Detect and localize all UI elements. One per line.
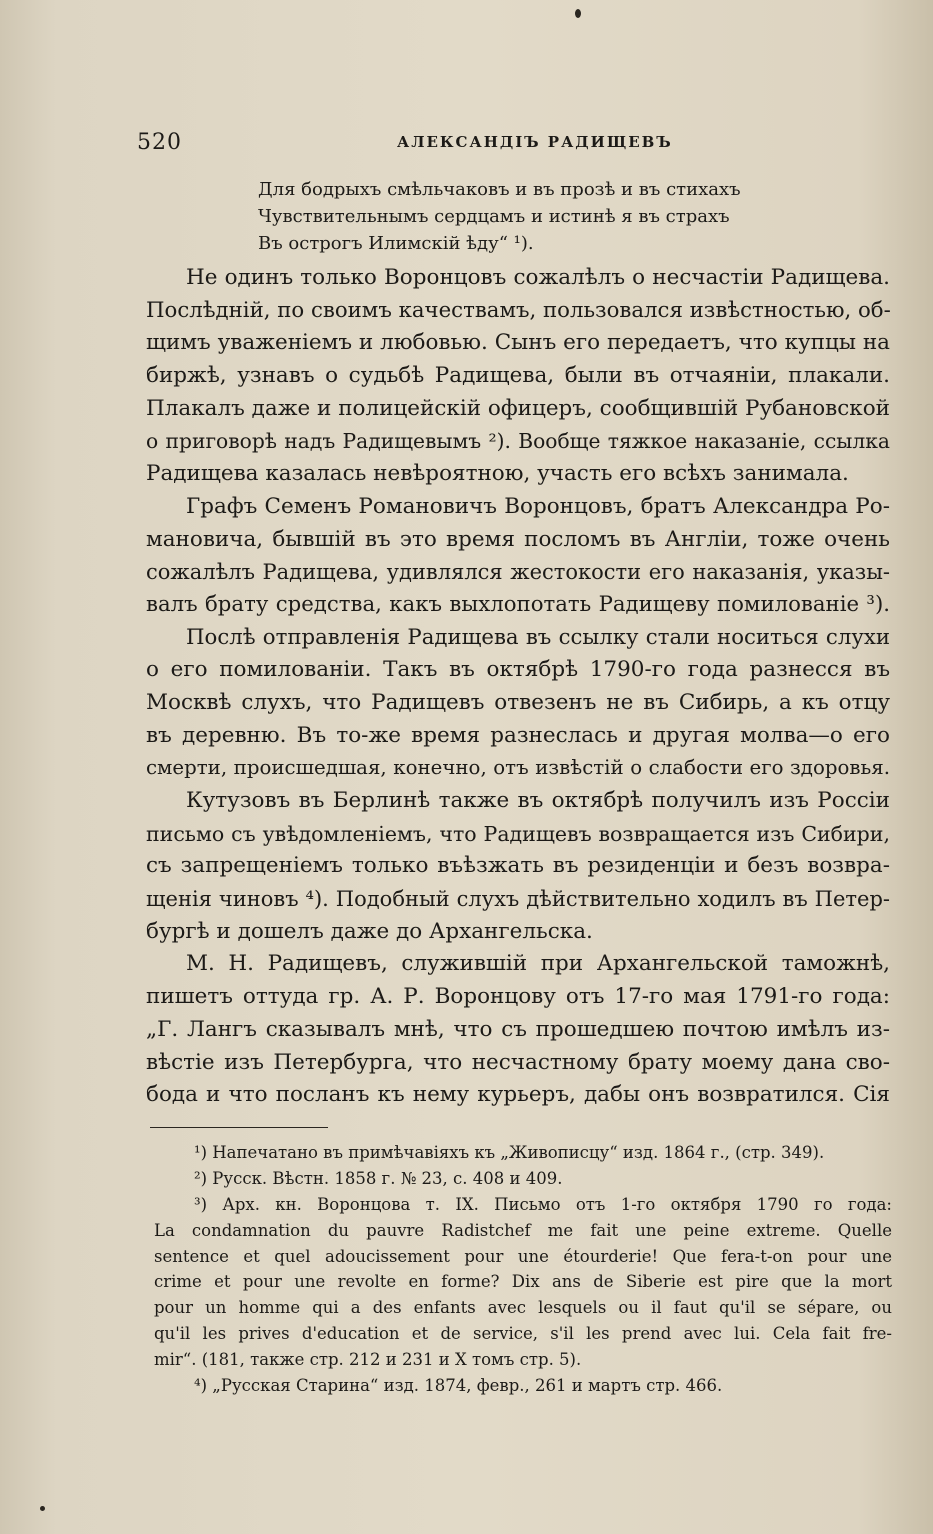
text-line: смерти, происшедшая, конечно, отъ извѣстій о слабости его здоровья.	[146, 756, 890, 780]
footnote-line: ¹) Напечатано въ примѣчавіяхъ къ „Живописцу“ изд. 1864 г., (стр. 349).	[194, 1143, 825, 1162]
footnote-rule	[150, 1127, 328, 1128]
text-line: Плакалъ даже и полицейскій офицеръ, сообщившій Рубановской	[146, 395, 890, 421]
text-line: бода и что посланъ къ нему курьеръ, дабы онъ возвратился. Сія	[146, 1082, 890, 1108]
text-line: Кутузовъ въ Берлинѣ также въ октябрѣ получилъ изъ Россіи	[186, 788, 890, 813]
text-line: щенія чиновъ ⁴). Подобный слухъ дѣйствительно ходилъ въ Петер-	[146, 887, 890, 912]
ink-speck	[40, 1506, 45, 1511]
verse-line: Чувствительнымъ сердцамъ и истинѣ я въ страхъ	[258, 206, 730, 227]
verse-line: Для бодрыхъ смѣльчаковъ и въ прозѣ и въ стихахъ	[258, 179, 741, 200]
footnote-line: ²) Русск. Вѣстн. 1858 г. № 23, с. 408 и 409.	[194, 1168, 563, 1188]
page-header	[137, 130, 897, 160]
page-number: 520	[137, 130, 182, 155]
footnote-line: sentence et quel adoucissement pour une étourderie! Que fera-t-on pour une	[154, 1246, 892, 1266]
text-line: съ запрещеніемъ только въѣзжать въ резиденціи и безъ возвра-	[146, 853, 890, 879]
text-line: въ деревню. Въ то-же время разнеслась и другая молва—о его	[146, 722, 890, 748]
text-line: М. Н. Радищевъ, служившій при Архангельской таможнѣ,	[186, 951, 890, 977]
text-line: Москвѣ слухъ, что Радищевъ отвезенъ не въ Сибирь, а къ отцу	[146, 689, 890, 715]
body-text	[146, 262, 890, 1112]
text-line: вѣстіе изъ Петербурга, что несчастному брату моему дана сво-	[146, 1049, 890, 1075]
running-head: АЛЕКСАНДІЪ РАДИЩЕВЪ	[397, 133, 673, 151]
footnote-line: ⁴) „Русская Старина“ изд. 1874, февр., 261 и мартъ стр. 466.	[194, 1376, 723, 1396]
text-line: о его помилованіи. Такъ въ октябрѣ 1790-го года разнесся въ	[146, 657, 890, 683]
verse-quote	[258, 176, 818, 257]
text-line: Графъ Семенъ Романовичъ Воронцовъ, братъ Александра Ро-	[186, 493, 890, 519]
footnote-line: qu'il les prives d'education et de service, s'il les prend avec lui. Cela fait fre-	[154, 1324, 892, 1344]
footnote-line: crime et pour une revolte en forme? Dix ans de Siberie est pire que la mort	[154, 1272, 892, 1292]
text-line: Послѣ отправленія Радищева въ ссылку стали носиться слухи	[186, 624, 890, 650]
text-line: Не одинъ только Воронцовъ сожалѣлъ о несчастіи Радищева.	[186, 265, 890, 290]
verse-line: Въ острогъ Илимскій ѣду“ ¹).	[258, 233, 534, 254]
text-line: Послѣдній, по своимъ качествамъ, пользовался извѣстностью, об-	[146, 297, 891, 323]
footnote-line: ³) Арх. кн. Воронцова т. IX. Письмо отъ 1-го октября 1790 го года:	[194, 1194, 892, 1214]
ink-speck	[575, 9, 581, 18]
text-line: о приговорѣ надъ Радищевымъ ²). Вообще тяжкое наказаніе, ссылка	[146, 429, 890, 454]
text-line: пишетъ оттуда гр. А. Р. Воронцову отъ 17-го мая 1791-го года:	[146, 984, 890, 1010]
text-line: валъ брату средства, какъ выхлопотать Радищеву помилованіе ³).	[146, 591, 890, 617]
footnote-line: La condamnation du pauvre Radistchef me fait une peine extreme. Quelle	[154, 1220, 892, 1240]
footnote-line: pour un homme qui a des enfants avec lesquels ou il faut qu'il se sépare, ou	[154, 1298, 892, 1318]
text-line: „Г. Лангъ сказывалъ мнѣ, что съ прошедшею почтою имѣлъ из-	[146, 1016, 890, 1042]
text-line: бургѣ и дошелъ даже до Архангельска.	[146, 918, 593, 944]
text-line: биржѣ, узнавъ о судьбѣ Радищева, были въ отчаяніи, плакали.	[146, 363, 890, 389]
text-line: мановича, бывшій въ это время посломъ въ Англіи, тоже очень	[146, 526, 890, 552]
footnote-line: mir“. (181, также стр. 212 и 231 и X томъ стр. 5).	[154, 1350, 582, 1370]
text-line: щимъ уваженіемъ и любовью. Сынъ его передаетъ, что купцы на	[146, 330, 890, 356]
text-line: сожалѣлъ Радищева, удивлялся жестокости его наказанія, указы-	[146, 560, 890, 585]
text-line: письмо съ увѣдомленіемъ, что Радищевъ возвращается изъ Сибири,	[146, 821, 890, 846]
text-line: Радищева казалась невѣроятною, участь его всѣхъ занимала.	[146, 461, 849, 487]
footnotes	[154, 1140, 892, 1399]
